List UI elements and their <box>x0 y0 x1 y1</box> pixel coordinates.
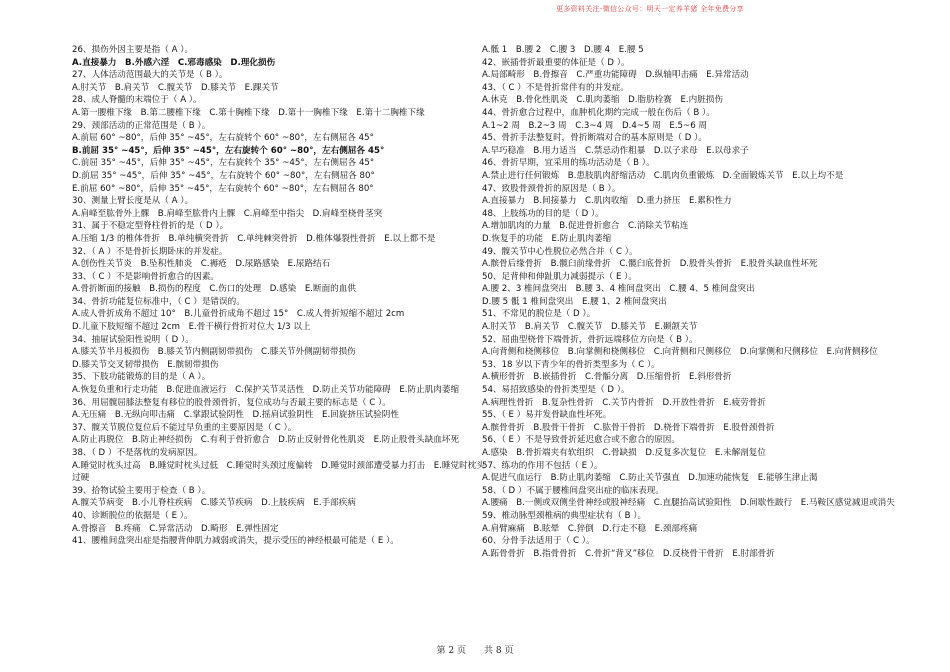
option-line: B.前屈 35° ~45°，后伸 35° ~45°，左右旋转个 60° ~80°，左右侧屈各 45° <box>72 145 385 156</box>
option-line: A.肩臂麻痛 B.眩晕 C.猝倒 D.行走不稳 E.颈部疼痛 <box>482 523 698 534</box>
question-line: 45、骨折手法整复时，骨折断端对合的基本原则是（ D ）。 <box>482 133 707 144</box>
question-line: 50、足背伸和伸趾肌力减弱提示（ E ）。 <box>482 271 638 282</box>
option-line: D.恢复手的功能 E.防止肌肉萎缩 <box>482 233 612 244</box>
header-watermark-note: 更多资料关注-微信公众号：明天一定养羊猪 全年免费分享 <box>556 5 744 13</box>
question-line: 54、易招致感染的骨折类型是（ D ）。 <box>482 385 630 396</box>
question-line: 48、上肢练功的目的是（ D ）。 <box>482 208 604 219</box>
question-line: 32、（ A ）不是骨折长期卧床的并发症。 <box>72 246 228 257</box>
option-line: A.1~2 周 B.2~3 周 C.3~4 周 D.4~5 周 E.5~6 周 <box>482 120 708 131</box>
option-line: A.早巧稳准 B.用力适当 C.禁忌动作粗暴 D.以子求母 E.以母求子 <box>482 145 749 156</box>
question-line: 42、嵌插骨折最重要的体征是（ D ）。 <box>482 57 630 68</box>
question-line: 31、属于不稳定型脊柱骨折的是（ D ）。 <box>72 221 229 232</box>
option-line: A.横形骨折 B.嵌插骨折 C.骨骺分离 D.压缩骨折 E.斜形骨折 <box>482 372 732 383</box>
option-line: E.前屈 60° ~80°，后伸 35° ~45°，左右旋转个 60° ~80°，左右侧屈各 80° <box>72 183 374 194</box>
question-line: 43、（ C ）不是骨折常伴有的并发症。 <box>482 82 630 93</box>
option-line: A.睡觉时枕头过高 B.睡觉时枕头过低 C.睡觉时头颈过度偏转 D.睡觉时颈部遭受暴力打击 E.睡觉时枕头过硬 <box>72 460 485 484</box>
left-question-column <box>72 44 487 548</box>
option-line: A.肩峰至肱骨外上髁 B.肩峰至肱骨内上髁 C.肩峰至中指尖 D.肩峰至桡骨茎突 <box>72 208 383 219</box>
question-line: 56、（ E ）不是导致骨折延迟愈合或不愈合的原因。 <box>482 435 680 446</box>
question-line: 49、髋关节中心性脱位必然合并（ C ）。 <box>482 246 638 257</box>
question-line: 28、成人脊髓的末端位于（ A ）。 <box>72 95 202 106</box>
option-line: A.跖骨骨折 B.指骨骨折 C.骨折“背叉”移位 D.反桡骨干骨折 E.肘部骨折 <box>482 548 775 559</box>
question-line: 47、致股骨颈骨折的原因是（ B ）。 <box>482 183 621 194</box>
option-line: A.膝关节半月板损伤 B.膝关节内侧副韧带损伤 C.膝关节外侧副韧带损伤 <box>72 347 356 358</box>
question-line: 60、分骨手法适用于（ C ）。 <box>482 536 595 547</box>
option-line: A.促进气血运行 B.防止肌肉萎缩 C.防止关节强直 D.加速功能恢复 E.能够生津止渴 <box>482 473 818 484</box>
option-line: A.休克 B.骨化性肌炎 C.肌肉萎缩 D.脂肪栓赛 E.内脏损伤 <box>482 95 723 106</box>
option-line: A.压缩 1/3 的椎体骨折 B.单纯横突骨折 C.单纯棘突骨折 D.椎体爆裂性骨折 E.以上都不是 <box>72 233 436 244</box>
question-line: 34、骨折功能复位标准中，（ C ）是错误的。 <box>72 296 245 307</box>
option-line: A.创伤性关节炎 B.坠积性肺炎 C.褥疮 D.尿路感染 E.尿路结石 <box>72 259 331 270</box>
question-line: 34、抽屉试验阳性说明（ D ）。 <box>72 334 194 345</box>
question-line: 52、屈曲型桡骨下端骨折，骨折远端移位方向是（ B ）。 <box>482 334 698 345</box>
page-footer: 第 2 页 共 8 页 <box>436 646 514 656</box>
question-line: 40、诊断脱位的依据是（ E ）。 <box>72 510 193 521</box>
question-line: 30、测量上臂长度是从（ A ）。 <box>72 196 194 207</box>
option-line: A.第一腰椎下缘 B.第二腰椎下缘 C.第十胸椎下缘 D.第十一胸椎下缘 E.第十二胸椎下缘 <box>72 107 425 118</box>
option-line: A.肘关节 B.肩关节 C.髋关节 D.膝关节 E.踝关节 <box>72 82 279 93</box>
question-line: 38、（ D ）不是落枕的发病原因。 <box>72 448 203 458</box>
option-line: A.前屈 60° ~80°，后伸 35° ~45°，左右旋转个 60° ~80°，左右侧屈各 45° <box>72 133 374 144</box>
option-line: A.向背侧和桡侧移位 B.向掌侧和桡侧移位 C.向背侧和尺侧移位 D.向掌侧和尺侧移位 E.向背侧移位 <box>482 347 878 358</box>
question-line: 44、骨折愈合过程中，血肿机化期约完成一般在伤后（ B ）。 <box>482 107 715 118</box>
option-line: A.感染 B.骨折端夹有软组织 C.骨缺损 D.反复多次复位 E.未解剖复位 <box>482 448 766 458</box>
question-line: 41、腰椎间盘突出症是指腰背伸肌力减弱或消失，提示受压的神经根最可能是（ E ）。 <box>72 536 399 547</box>
question-line: 57、练功的作用不包括（ E ）。 <box>482 460 603 471</box>
question-line: 36、用屈髋屈膝法整复有移位的股骨颈骨折，复位成功与否最主要的标志是（ C ）。 <box>72 397 391 408</box>
question-line: 29、颈部活动的正常范围是（ B ）。 <box>72 120 211 131</box>
option-line: A.直接暴力 B.外感六淫 C.邪毒感染 D.理化损伤 <box>72 57 276 68</box>
right-question-column <box>482 44 897 560</box>
question-line: 37、髋关节脱位复位后不能过早负重的主要原因是（ C ）。 <box>72 422 297 433</box>
option-line: A.防止再脱位 B.防止神经损伤 C.有利于骨折愈合 D.防止反射骨化性肌炎 E.防止股骨头缺血坏死 <box>72 435 460 446</box>
option-line: D.膝关节交叉韧带损伤 E.髌韧带损伤 <box>72 359 219 370</box>
option-line: A.腰 2、3 椎间盘突出 B.腰 3、4 椎间盘突出 C.腰 4、5 椎间盘突出 <box>482 284 755 295</box>
question-line: 26、损伤外因主要是指（ A ）。 <box>72 45 194 55</box>
question-line: 35、下肢功能锻炼的目的是（ A ）。 <box>72 372 211 383</box>
option-line: D.前屈 35° ~45°，后伸 35° ~45°，左右旋转个 60° ~80°，左右侧屈各 80° <box>72 170 375 181</box>
question-line: 33、（ C ）不是影响骨折愈合的因素。 <box>72 271 220 282</box>
option-line: A.骶 1 B.腰 2 C.腰 3 D.腰 4 E.腰 5 <box>482 45 644 55</box>
question-line: 58、（ D ）不属于腰椎间盘突出症的临床表现。 <box>482 485 664 496</box>
option-line: A.局部畸形 B.骨擦音 C.严重功能障碍 D.纵轴叩击痛 E.异常活动 <box>482 70 749 81</box>
option-line: A.禁止进行任何锻炼 B.患肢肌肉舒缩活动 C.肌肉负重锻炼 D.全面锻炼关节 E.以上均不是 <box>482 170 844 181</box>
question-line: 51、不常见的脱位是（ D ）。 <box>482 309 596 320</box>
question-line: 27、人体活动范围最大的关节是（ B ）。 <box>72 70 228 81</box>
option-line: D.腰 5 骶 1 椎间盘突出 E.腰 1、2 椎间盘突出 <box>482 296 667 307</box>
question-line: 46、骨折早期，宜采用的练功活动是（ B ）。 <box>482 158 655 169</box>
option-line: A.无压痛 B.无纵向叩击痛 C.掌跟试验阴性 D.摇肩试验阴性 E.回旋挤压试验阴性 <box>72 410 399 421</box>
option-line: A.髋关节病变 B.小儿脊柱疾病 C.膝关节疾病 D.上肢疾病 E.手部疾病 <box>72 498 356 509</box>
option-line: A.直接暴力 B.间接暴力 C.肌肉收缩 D.重力挤压 E.累积性力 <box>482 196 732 207</box>
option-line: A.病理性骨折 B.复杂性骨折 C.关节内骨折 D.开放性骨折 E.疲劳骨折 <box>482 397 766 408</box>
option-line: A.骨擦音 B.疼痛 C.异常活动 D.畸形 E.弹性固定 <box>72 523 279 534</box>
question-line: 53、18 岁以下青少年的骨折类型多为（ C ）。 <box>482 359 660 370</box>
option-line: A.恢复负重和行走功能 B.促进血液运行 C.保护关节灵活性 D.防止关节功能障碍 E.防止肌肉萎缩 <box>72 385 460 396</box>
option-line: A.骨折断面的接触 B.损伤的程度 C.伤口的处理 D.感染 E.断面的血供 <box>72 284 356 295</box>
question-line: 55、（ E ）易并发骨缺血性坏死。 <box>482 410 612 421</box>
option-line: A.增加肌肉的力量 B.促进骨折愈合 C.消除关节粘连 <box>482 221 689 232</box>
option-line: C.前屈 35° ~45°，后伸 35° ~45°，左右旋转个 35° ~45°，左右侧屈各 45° <box>72 158 375 169</box>
option-line: A.成人骨折成角不超过 10° B.儿童骨折成角不超过 15° C.成人骨折短缩不超过 2cm <box>72 309 405 320</box>
option-line: D.儿童下肢短缩不超过 2cm E.骨干横行骨折对位大 1/3 以上 <box>72 322 311 333</box>
option-line: A.髌骨后缘骨折 B.髋臼前缘骨折 C.髋臼底骨折 D.股骨头骨折 E.股骨头缺血性坏死 <box>482 259 818 270</box>
option-line: A.髌骨骨折 B.股骨干骨折 C.肱骨干骨折 D.桡骨下端骨折 E.股骨颈骨折 <box>482 422 775 433</box>
question-line: 39、拾物试验主要用于检查（ B ）。 <box>72 485 211 496</box>
option-line: A.肘关节 B.肩关节 C.髋关节 D.膝关节 E.颞颌关节 <box>482 322 698 333</box>
option-line: A.腰痛 B.一侧或双侧坐骨神经或股神经痛 C.直腿抬高试验阳性 D.间歇性跛行 E.马鞍区感觉减退或消失 <box>482 498 895 509</box>
question-line: 59、椎动脉型颈椎病的典型症状有（ B ）。 <box>482 510 647 521</box>
